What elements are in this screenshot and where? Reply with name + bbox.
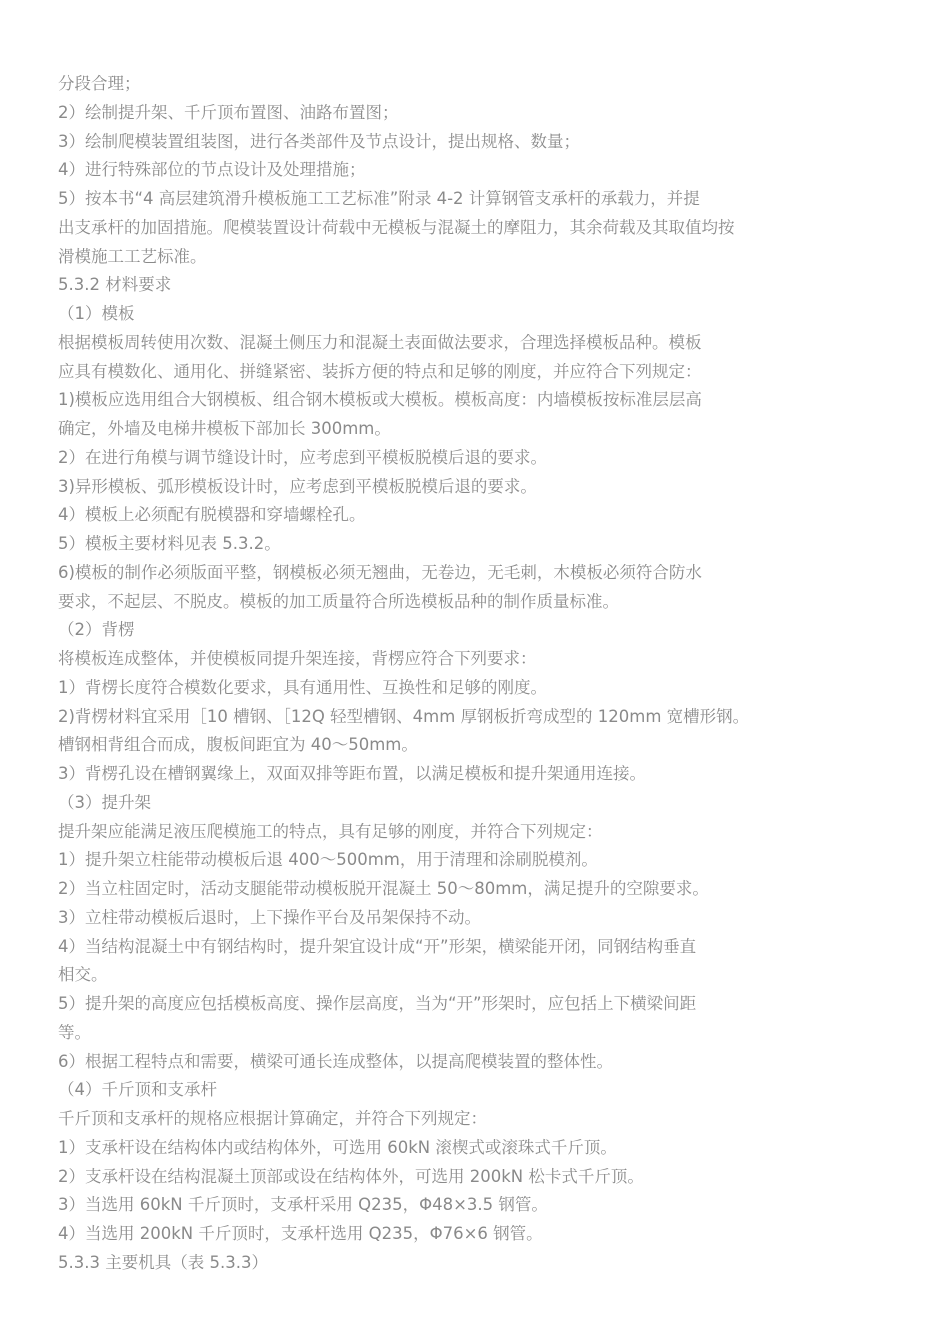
text-line: 2）支承杆设在结构混凝土顶部或设在结构体外，可选用 200kN 松卡式千斤顶。 xyxy=(58,1166,644,1186)
text-line: 千斤顶和支承杆的规格应根据计算确定，并符合下列规定： xyxy=(58,1109,487,1128)
text-line: 1）支承杆设在结构体内或结构体外，可选用 60kN 滚楔式或滚珠式千斤顶。 xyxy=(58,1137,617,1157)
text-line: 滑模施工工艺标准。 xyxy=(58,246,207,266)
text-line: 4）当结构混凝土中有钢结构时，提升架宜设计成“开”形架，横梁能开闭，同钢结构垂直 xyxy=(58,936,697,956)
text-line: 5）按本书“4 高层建筑滑升模板施工工艺标准”附录 4-2 计算钢管支承杆的承载力，并提 xyxy=(58,189,700,208)
text-line: 相交。 xyxy=(58,965,108,985)
text-line: 应具有模数化、通用化、拼缝紧密、装拆方便的特点和足够的刚度，并应符合下列规定： xyxy=(58,361,702,381)
text-line: 6)模板的制作必须版面平整，钢模板必须无翘曲，无卷边，无毛刺，木模板必须符合防水 xyxy=(58,562,702,582)
subsection-heading: （3）提升架 xyxy=(58,792,151,812)
text-line: 2）在进行角模与调节缝设计时，应考虑到平模板脱模后退的要求。 xyxy=(58,447,547,467)
text-line: 3）立柱带动模板后退时，上下操作平台及吊架保持不动。 xyxy=(58,907,481,927)
subsection-heading: （4）千斤顶和支承杆 xyxy=(58,1080,217,1100)
text-line: 1）背楞长度符合模数化要求，具有通用性、互换性和足够的刚度。 xyxy=(58,677,547,697)
text-line: 3)异形模板、弧形模板设计时，应考虑到平模板脱模后退的要求。 xyxy=(58,476,537,496)
text-line: 2)背楞材料宜采用［10 槽钢、［12Q 轻型槽钢、4mm 厚钢板折弯成型的 120mm 宽槽形钢。 xyxy=(58,706,750,726)
text-line: 3）背楞孔设在槽钢翼缘上，双面双排等距布置，以满足模板和提升架通用连接。 xyxy=(58,764,646,783)
text-line: 3）绘制爬模装置组装图，进行各类部件及节点设计，提出规格、数量； xyxy=(58,131,580,151)
text-line: 6）根据工程特点和需要，横梁可通长连成整体，以提高爬模装置的整体性。 xyxy=(58,1051,613,1071)
text-line: 要求，不起层、不脱皮。模板的加工质量符合所选模板品种的制作质量标准。 xyxy=(58,591,619,611)
text-line: 根据模板周转使用次数、混凝土侧压力和混凝土表面做法要求，合理选择模板品种。模板 xyxy=(58,332,702,352)
text-line: 4）当选用 200kN 千斤顶时，支承杆选用 Q235，Φ76×6 钢管。 xyxy=(58,1224,543,1243)
text-line: 提升架应能满足液压爬模施工的特点，具有足够的刚度，并符合下列规定： xyxy=(58,821,603,841)
text-line: 5）模板主要材料见表 5.3.2。 xyxy=(58,534,281,553)
text-line: 确定，外墙及电梯井模板下部加长 300mm。 xyxy=(58,419,391,438)
subsection-heading: （2）背楞 xyxy=(58,620,135,640)
text-line: 3）当选用 60kN 千斤顶时，支承杆采用 Q235，Φ48×3.5 钢管。 xyxy=(58,1195,548,1215)
section-heading: 5.3.2 材料要求 xyxy=(58,275,172,295)
text-line: 1）提升架立柱能带动模板后退 400～500mm，用于清理和涂刷脱模剂。 xyxy=(58,850,598,870)
text-line: 1)模板应选用组合大钢模板、组合钢木模板或大模板。模板高度：内墙模板按标准层层高 xyxy=(58,390,702,410)
text-line: 5）提升架的高度应包括模板高度、操作层高度，当为“开”形架时，应包括上下横梁间距 xyxy=(58,994,697,1013)
text-line: 分段合理； xyxy=(58,74,141,93)
document-page xyxy=(58,70,938,1278)
section-heading: 5.3.3 主要机具（表 5.3.3） xyxy=(58,1252,268,1272)
text-line: 4）进行特殊部位的节点设计及处理措施； xyxy=(58,160,366,180)
text-line: 槽钢相背组合而成，腹板间距宜为 40～50mm。 xyxy=(58,735,418,755)
text-line: 出支承杆的加固措施。爬模装置设计荷载中无模板与混凝土的摩阻力，其余荷载及其取值均按 xyxy=(58,217,735,237)
text-line: 等。 xyxy=(58,1022,91,1042)
subsection-heading: （1）模板 xyxy=(58,304,135,323)
text-line: 2）当立柱固定时，活动支腿能带动模板脱开混凝土 50～80mm，满足提升的空隙要求。 xyxy=(58,879,709,898)
text-line: 将模板连成整体，并使模板同提升架连接，背楞应符合下列要求： xyxy=(58,649,537,668)
text-line: 2）绘制提升架、千斤顶布置图、油路布置图； xyxy=(58,102,399,122)
text-line: 4）模板上必须配有脱模器和穿墙螺栓孔。 xyxy=(58,505,366,525)
